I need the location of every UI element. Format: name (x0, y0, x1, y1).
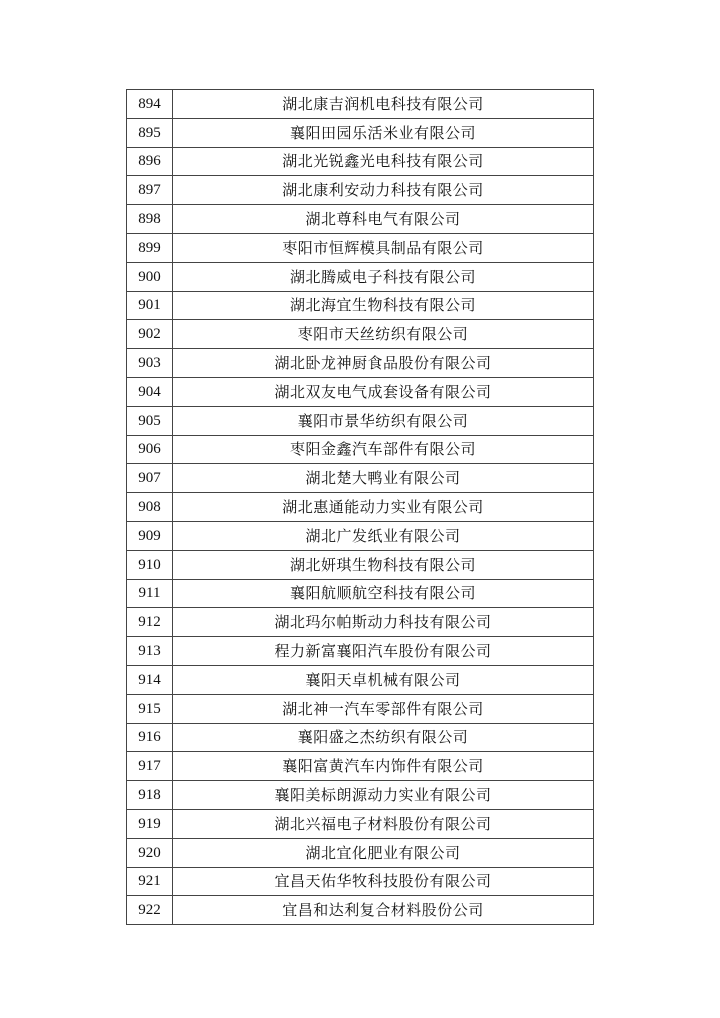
company-name: 程力新富襄阳汽车股份有限公司 (173, 637, 594, 666)
table-row (127, 377, 594, 406)
table-body (127, 90, 594, 925)
table-row (127, 493, 594, 522)
row-number: 916 (127, 723, 173, 752)
row-number: 896 (127, 147, 173, 176)
table-row (127, 406, 594, 435)
company-list-table (126, 89, 594, 925)
table-row (127, 579, 594, 608)
company-name: 枣阳市恒辉模具制品有限公司 (173, 233, 594, 262)
row-number: 903 (127, 349, 173, 378)
row-number: 894 (127, 90, 173, 119)
table-row (127, 608, 594, 637)
row-number: 899 (127, 233, 173, 262)
table-row (127, 665, 594, 694)
table-row (127, 349, 594, 378)
row-number: 895 (127, 118, 173, 147)
row-number: 900 (127, 262, 173, 291)
table-row (127, 521, 594, 550)
company-name: 襄阳盛之杰纺织有限公司 (173, 723, 594, 752)
row-number: 909 (127, 521, 173, 550)
table-row (127, 637, 594, 666)
company-name: 湖北妍琪生物科技有限公司 (173, 550, 594, 579)
company-name: 湖北腾威电子科技有限公司 (173, 262, 594, 291)
row-number: 912 (127, 608, 173, 637)
company-name: 襄阳美标朗源动力实业有限公司 (173, 781, 594, 810)
table-row (127, 752, 594, 781)
table-row (127, 867, 594, 896)
company-name: 湖北楚大鸭业有限公司 (173, 464, 594, 493)
company-name: 枣阳市天丝纺织有限公司 (173, 320, 594, 349)
company-name: 枣阳金鑫汽车部件有限公司 (173, 435, 594, 464)
company-name: 襄阳富黄汽车内饰件有限公司 (173, 752, 594, 781)
company-name: 湖北宜化肥业有限公司 (173, 838, 594, 867)
row-number: 908 (127, 493, 173, 522)
table-row (127, 262, 594, 291)
table-row (127, 320, 594, 349)
row-number: 915 (127, 694, 173, 723)
company-name: 襄阳市景华纺织有限公司 (173, 406, 594, 435)
row-number: 905 (127, 406, 173, 435)
company-name: 湖北广发纸业有限公司 (173, 521, 594, 550)
row-number: 902 (127, 320, 173, 349)
table-row (127, 464, 594, 493)
row-number: 919 (127, 809, 173, 838)
row-number: 897 (127, 176, 173, 205)
company-name: 湖北光锐鑫光电科技有限公司 (173, 147, 594, 176)
table-row (127, 896, 594, 925)
table-row (127, 550, 594, 579)
table-row (127, 90, 594, 119)
row-number: 917 (127, 752, 173, 781)
row-number: 907 (127, 464, 173, 493)
table-row (127, 147, 594, 176)
company-name: 宜昌和达利复合材料股份公司 (173, 896, 594, 925)
row-number: 898 (127, 205, 173, 234)
company-name: 湖北惠通能动力实业有限公司 (173, 493, 594, 522)
company-name: 湖北神一汽车零部件有限公司 (173, 694, 594, 723)
company-name: 湖北尊科电气有限公司 (173, 205, 594, 234)
company-name: 襄阳田园乐活米业有限公司 (173, 118, 594, 147)
row-number: 911 (127, 579, 173, 608)
row-number: 914 (127, 665, 173, 694)
table-row (127, 233, 594, 262)
company-name: 湖北玛尔帕斯动力科技有限公司 (173, 608, 594, 637)
table-row (127, 291, 594, 320)
row-number: 906 (127, 435, 173, 464)
table-row (127, 809, 594, 838)
company-name: 湖北双友电气成套设备有限公司 (173, 377, 594, 406)
table-row (127, 694, 594, 723)
company-name: 湖北康利安动力科技有限公司 (173, 176, 594, 205)
table-row (127, 435, 594, 464)
row-number: 913 (127, 637, 173, 666)
table-row (127, 118, 594, 147)
table-row (127, 838, 594, 867)
table-row (127, 205, 594, 234)
row-number: 922 (127, 896, 173, 925)
company-name: 襄阳天卓机械有限公司 (173, 665, 594, 694)
company-name: 宜昌天佑华牧科技股份有限公司 (173, 867, 594, 896)
row-number: 918 (127, 781, 173, 810)
row-number: 901 (127, 291, 173, 320)
company-name: 湖北海宜生物科技有限公司 (173, 291, 594, 320)
row-number: 910 (127, 550, 173, 579)
company-name: 湖北康吉润机电科技有限公司 (173, 90, 594, 119)
row-number: 904 (127, 377, 173, 406)
company-name: 襄阳航顺航空科技有限公司 (173, 579, 594, 608)
row-number: 920 (127, 838, 173, 867)
row-number: 921 (127, 867, 173, 896)
company-name: 湖北卧龙神厨食品股份有限公司 (173, 349, 594, 378)
table-row (127, 723, 594, 752)
table-row (127, 781, 594, 810)
company-name: 湖北兴福电子材料股份有限公司 (173, 809, 594, 838)
table-row (127, 176, 594, 205)
